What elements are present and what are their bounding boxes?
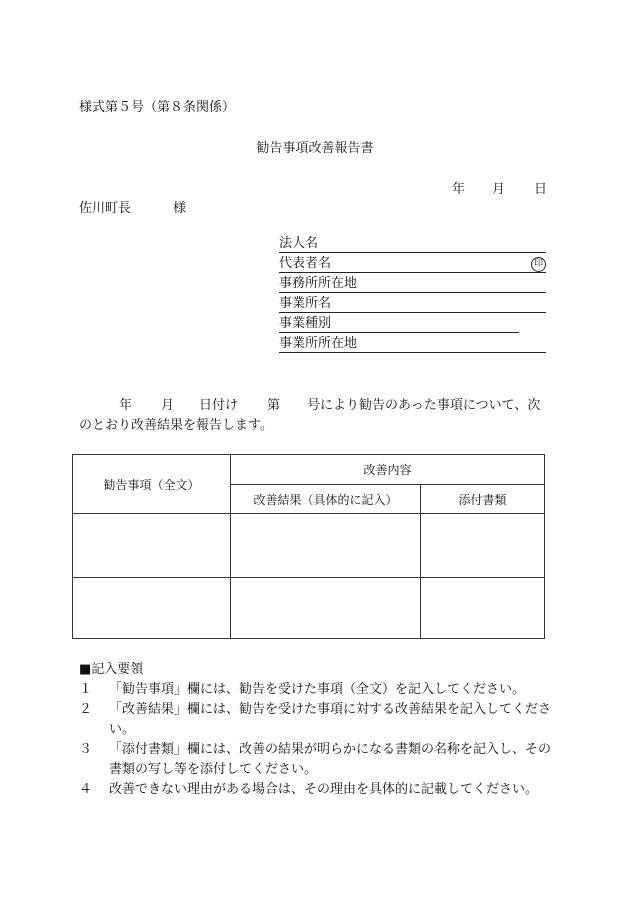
statement-dated: 日付け	[199, 398, 239, 413]
improvement-table	[72, 454, 545, 639]
cell-attachments[interactable]	[421, 578, 545, 639]
date-day-label: 日	[534, 182, 548, 197]
cell-result[interactable]	[231, 578, 421, 639]
header-attachments: 添付書類	[421, 485, 545, 514]
field-label: 法人名	[279, 236, 319, 251]
field-representative-name[interactable]	[279, 254, 546, 274]
cell-attachments[interactable]	[421, 514, 545, 578]
field-corporation-name[interactable]	[279, 234, 546, 254]
cell-recommendation[interactable]	[73, 578, 231, 639]
instructions	[79, 660, 554, 800]
form-number: 様式第５号（第８条関係）	[79, 100, 236, 115]
field-business-type[interactable]	[279, 314, 546, 334]
statement-line-2: のとおり改善結果を報告します。	[79, 418, 273, 433]
instruction-item: １ 「勧告事項」欄には、勧告を受けた事項（全文）を記入してください。	[79, 682, 526, 697]
field-office-address[interactable]	[279, 274, 546, 294]
field-label: 事業所名	[279, 296, 332, 311]
table-row	[73, 514, 545, 578]
statement-number-prefix: 第	[267, 398, 281, 413]
instruction-item: ３ 「添付書類」欄には、改善の結果が明らかになる書類の名称を記入し、その書類の写し等を添付してください。	[79, 742, 552, 777]
date-year-label: 年	[452, 182, 466, 197]
report-date	[452, 178, 547, 197]
addressee-honorific: 様	[173, 201, 187, 216]
date-month-label: 月	[492, 182, 506, 197]
addressee-name: 佐川町長	[79, 201, 132, 216]
instruction-item: ４ 改善できない理由がある場合は、その理由を具体的に記載してください。	[79, 782, 539, 797]
instructions-heading: ■記入要領	[79, 662, 144, 677]
cell-result[interactable]	[231, 514, 421, 578]
report-statement	[79, 396, 551, 436]
reporter-fields	[279, 234, 546, 354]
statement-year: 年	[119, 398, 133, 413]
field-business-address[interactable]	[279, 334, 546, 354]
statement-number-suffix: 号により勧告のあった事項について、次	[307, 398, 541, 413]
statement-month: 月	[161, 398, 175, 413]
cell-recommendation[interactable]	[73, 514, 231, 578]
seal-mark: 印	[531, 257, 546, 272]
instruction-item: ２ 「改善結果」欄には、勧告を受けた事項に対する改善結果を記入してください。	[79, 702, 552, 737]
header-result: 改善結果（具体的に記入）	[231, 485, 421, 514]
document-title: 勧告事項改善報告書	[256, 141, 374, 156]
field-label: 事務所所在地	[279, 276, 358, 291]
table-row	[73, 578, 545, 639]
field-label: 代表者名	[279, 256, 332, 271]
field-label: 事業所所在地	[279, 336, 358, 351]
field-label: 事業種別	[279, 316, 332, 331]
header-improvement: 改善内容	[231, 455, 545, 485]
field-business-name[interactable]	[279, 294, 546, 314]
header-recommendation: 勧告事項（全文）	[73, 455, 231, 514]
addressee	[79, 197, 186, 216]
